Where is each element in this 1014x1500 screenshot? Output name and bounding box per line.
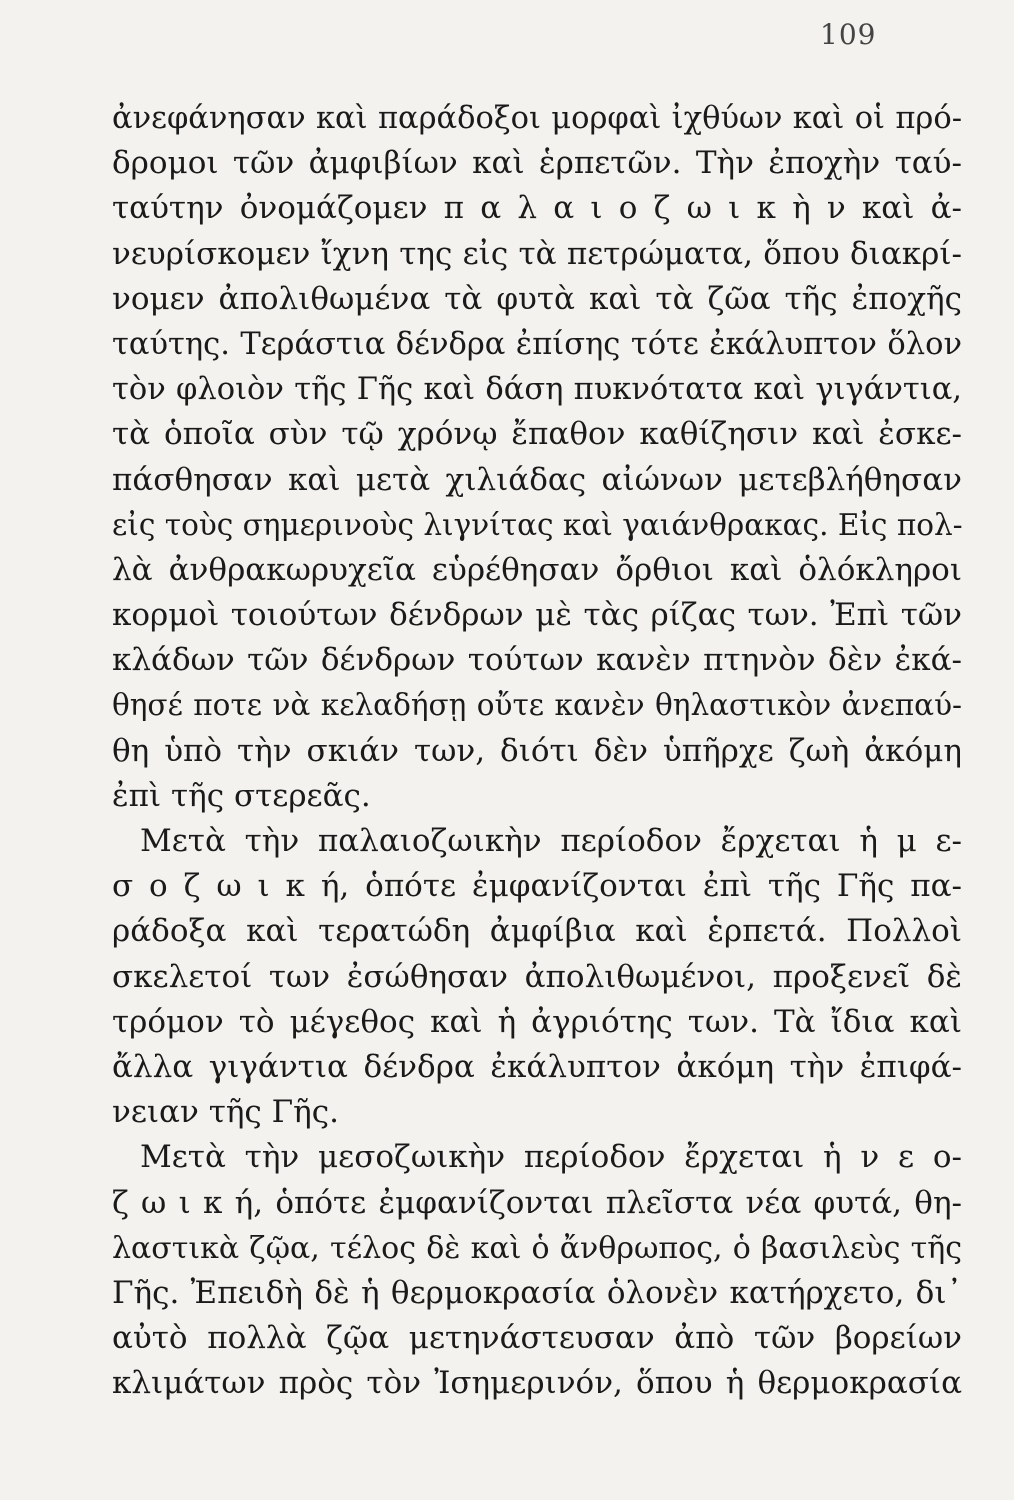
text-line: Γῆς. Ἐπειδὴ δὲ ἡ θερμοκρασία ὁλονὲν κατήρχετο, δι᾽: [112, 1274, 962, 1311]
text-line: τὸν φλοιὸν τῆς Γῆς καὶ δάση πυκνότατα καὶ γιγάντια,: [112, 372, 962, 408]
text-line: δρομοι τῶν ἀμφιβίων καὶ ἑρπετῶν. Τὴν ἐποχὴν ταύ-: [112, 145, 962, 182]
text-line: ταύτης. Τεράστια δένδρα ἐπίσης τότε ἐκάλυπτον ὅλον: [112, 326, 962, 362]
text-line: θη ὑπὸ τὴν σκιάν των, διότι δὲν ὑπῆρχε ζωὴ ἀκόμη: [112, 732, 962, 769]
text-line: νευρίσκομεν ἴχνη της εἰς τὰ πετρώματα, ὅπου διακρί-: [112, 235, 962, 272]
text-line: κλάδων τῶν δένδρων τούτων κανὲν πτηνὸν δὲν ἐκά-: [112, 642, 962, 679]
body-text: [112, 96, 962, 1406]
text-line: Μετὰ τὴν μεσοζωικὴν περίοδον ἔρχεται ἡ ν ε ο-: [140, 1139, 962, 1176]
text-line: ἄλλα γιγάντια δένδρα ἐκάλυπτον ἀκόμη τὴν ἐπιφά-: [112, 1048, 962, 1085]
text-line: Μετὰ τὴν παλαιοζωικὴν περίοδον ἔρχεται ἡ μ ε-: [140, 823, 962, 859]
text-line: ἀνεφάνησαν καὶ παράδοξοι μορφαὶ ἰχθύων καὶ οἱ πρό-: [112, 101, 962, 136]
text-line: ταύτην ὀνομάζομεν π α λ α ι ο ζ ω ι κ ὴ ν καὶ ἀ-: [112, 190, 962, 227]
text-line: αὐτὸ πολλὰ ζῷα μετηνάστευσαν ἀπὸ τῶν βορείων: [112, 1320, 962, 1357]
text-line: κλιμάτων πρὸς τὸν Ἰσημερινόν, ὅπου ἡ θερμοκρασία: [112, 1365, 962, 1402]
text-line: σκελετοί των ἐσώθησαν ἀπολιθωμένοι, προξενεῖ δὲ: [112, 958, 962, 995]
text-line: ζ ω ι κ ή, ὁπότε ἐμφανίζονται πλεῖστα νέα φυτά, θη-: [112, 1184, 962, 1221]
text-line: πάσθησαν καὶ μετὰ χιλιάδας αἰώνων μετεβλήθησαν: [112, 461, 962, 498]
text-line: νομεν ἀπολιθωμένα τὰ φυτὰ καὶ τὰ ζῶα τῆς ἐποχῆς: [112, 280, 962, 317]
text-line: κορμοὶ τοιούτων δένδρων μὲ τὰς ρίζας των. Ἐπὶ τῶν: [112, 597, 962, 634]
text-line: ἐπὶ τῆς στερεᾶς.: [112, 777, 371, 814]
text-line: λαστικὰ ζῷα, τέλος δὲ καὶ ὁ ἄνθρωπος, ὁ βασιλεὺς τῆς: [112, 1230, 962, 1266]
text-line: θησέ ποτε νὰ κελαδήσῃ οὔτε κανὲν θηλαστικὸν ἀνεπαύ-: [112, 688, 962, 723]
text-line: νειαν τῆς Γῆς.: [112, 1094, 339, 1131]
text-line: εἰς τοὺς σημερινοὺς λιγνίτας καὶ γαιάνθρακας. Εἰς πολ-: [112, 507, 963, 542]
text-line: ράδοξα καὶ τερατώδη ἀμφίβια καὶ ἑρπετά. Πολλοὶ: [112, 913, 962, 950]
page-number: 109: [820, 18, 877, 51]
text-line: τὰ ὁποῖα σὺν τῷ χρόνῳ ἔπαθον καθίζησιν καὶ ἐσκε-: [112, 416, 962, 453]
text-line: τρόμον τὸ μέγεθος καὶ ἡ ἀγριότης των. Τὰ ἴδια καὶ: [112, 1003, 962, 1040]
text-line: λὰ ἀνθρακωρυχεῖα εὑρέθησαν ὄρθιοι καὶ ὁλόκληροι: [112, 551, 962, 588]
text-line: σ ο ζ ω ι κ ή, ὁπότε ἐμφανίζονται ἐπὶ τῆς Γῆς πα-: [112, 868, 962, 905]
